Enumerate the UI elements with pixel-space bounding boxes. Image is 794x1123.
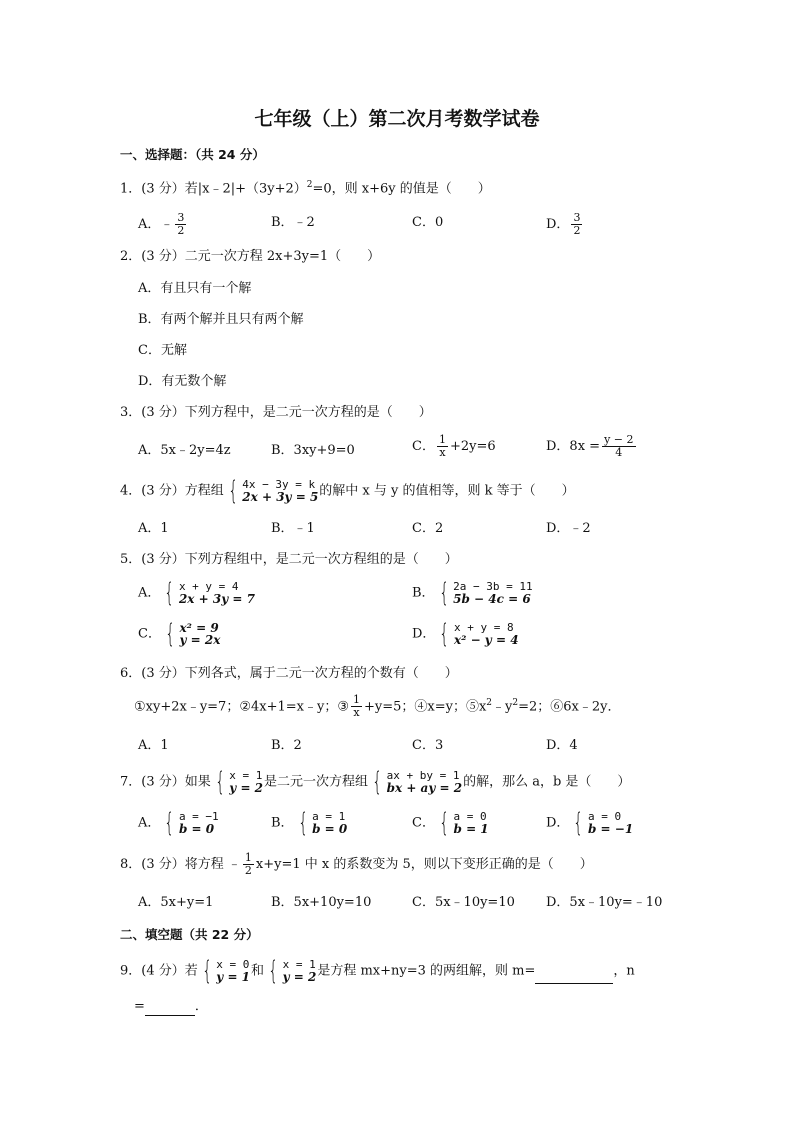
fraction: $\frac{1}{x}$ — [352, 693, 360, 720]
fraction: $\frac{3}{2}$ — [177, 211, 185, 237]
q8-option-b[interactable]: B．5x+10y=10 — [271, 895, 372, 910]
question-6-stem: 6．(3 分）下列各式，属于二元一次方程的个数有（ ） — [120, 666, 458, 681]
equation-system: { x + y = 4 2x + 3y = 7 — [164, 578, 255, 608]
q5-option-a[interactable]: A． { x + y = 4 2x + 3y = 7 — [138, 578, 255, 608]
fraction: $\frac{1}{2}$ — [244, 851, 252, 877]
question-2-stem: 2．(3 分）二元一次方程 2x+3y=1（ ） — [120, 249, 381, 264]
equation-system: { x = 0 y = 1 — [202, 956, 251, 986]
question-8-stem: 8．(3 分）将方程 ﹣ $\frac{1}{2}$ x+y=1 中 x 的系数变为 5，则以下变形正确的是（ ） — [120, 851, 593, 877]
question-9-stem: 9．(4 分）若 { x = 0 y = 1 和 { x = 1 y = 2 是方程 mx+ny=3 的两组解，则 m= ，n — [120, 956, 635, 986]
q2-option-c[interactable]: C．无解 — [138, 343, 187, 358]
question-1-stem: 1．(3 分）若$|x﹣2|+(3y+2)^2=0$，则 x+6y 的值是（ ） — [120, 180, 491, 197]
q3-option-c[interactable]: C． $\frac{1}{x}$ +2y=6 — [412, 433, 496, 459]
q8-option-a[interactable]: A．5x+y=1 — [138, 895, 214, 910]
equation-system: { x + y = 8 x² − y = 4 — [439, 619, 519, 649]
q1-option-a[interactable]: A．﹣ $\frac{3}{2}$ — [138, 211, 185, 237]
q2-option-a[interactable]: A．有且只有一个解 — [138, 281, 252, 296]
q6-option-b[interactable]: B．2 — [271, 738, 302, 753]
q3-option-a[interactable]: A．5x﹣2y=4z — [138, 443, 231, 458]
equation-system: { 2a − 3b = 11 5b − 4c = 6 — [438, 578, 533, 608]
q7-option-c[interactable]: C． { a = 0 b = 1 — [412, 808, 489, 838]
q1-option-d[interactable]: D． $\frac{3}{2}$ — [546, 211, 581, 237]
section-heading-fill: 二、填空题（共 22 分） — [120, 927, 259, 942]
fraction: $\frac{y - 2}{4}$ — [604, 433, 634, 459]
equation-system: { x = 1 y = 2 — [268, 956, 317, 986]
q4-option-a[interactable]: A．1 — [138, 521, 169, 536]
question-5-stem: 5．(3 分）下列方程组中，是二元一次方程组的是（ ） — [120, 552, 458, 567]
answer-blank-n[interactable] — [145, 1001, 195, 1016]
fraction: $\frac{3}{2}$ — [573, 211, 581, 237]
question-6-expressions: ①xy+2x﹣y=7；②4x+1=x﹣y；③ $\frac{1}{x}$ +y=5；④x=y；$⑤x^2﹣y^2=2$；⑥6x﹣2y． — [134, 693, 621, 720]
q4-option-d[interactable]: D．﹣2 — [546, 521, 591, 536]
page-title: 七年级（上）第二次月考数学试卷 — [254, 108, 540, 130]
section-heading-choice: 一、选择题：（共 24 分） — [120, 147, 265, 162]
q7-option-b[interactable]: B． { a = 1 b = 0 — [271, 808, 348, 838]
q5-option-c[interactable]: C． { x² = 9 y = 2x — [138, 619, 221, 649]
answer-blank-m[interactable] — [535, 969, 613, 984]
question-4-stem: 4．(3 分）方程组 { 4x − 3y = k 2x + 3y = 5 的解中 x 与 y 的值相等，则 k 等于（ ） — [120, 476, 575, 506]
q6-option-d[interactable]: D．4 — [546, 738, 578, 753]
equation-system: { x = 1 y = 2 — [215, 767, 264, 797]
equation-system: { a = 1 b = 0 — [297, 808, 348, 838]
q8-option-d[interactable]: D．5x﹣10y=﹣10 — [546, 895, 663, 910]
q7-option-d[interactable]: D． { a = 0 b = −1 — [546, 808, 634, 838]
q6-option-a[interactable]: A．1 — [138, 738, 169, 753]
q5-option-d[interactable]: D． { x + y = 8 x² − y = 4 — [412, 619, 519, 649]
question-7-stem: 7．(3 分）如果 { x = 1 y = 2 是二元一次方程组 { ax + by = 1 bx + ay = 2 的解，那么 a，b 是（ ） — [120, 767, 631, 797]
q7-option-a[interactable]: A． { a = −1 b = 0 — [138, 808, 219, 838]
fraction: $\frac{1}{x}$ — [438, 433, 446, 459]
equation-system: { x² = 9 y = 2x — [165, 619, 221, 649]
equation-system: { a = 0 b = 1 — [439, 808, 489, 838]
equation-system: { 4x − 3y = k 2x + 3y = 5 — [228, 476, 319, 506]
question-3-stem: 3．(3 分）下列方程中，是二元一次方程的是（ ） — [120, 405, 432, 420]
q1-option-c[interactable]: C．0 — [412, 215, 444, 230]
q3-option-d[interactable]: D．8x = $\frac{y - 2}{4}$ — [546, 433, 634, 459]
q1-option-b[interactable]: B．﹣2 — [271, 215, 315, 230]
equation-system: { a = 0 b = −1 — [573, 808, 634, 838]
equation-system: { ax + by = 1 bx + ay = 2 — [372, 767, 463, 797]
question-9-line2: = ． — [134, 999, 208, 1014]
equation-system: { a = −1 b = 0 — [164, 808, 219, 838]
q3-option-b[interactable]: B．3xy+9=0 — [271, 443, 355, 458]
q4-option-c[interactable]: C．2 — [412, 521, 444, 536]
q4-option-b[interactable]: B．﹣1 — [271, 521, 315, 536]
q8-option-c[interactable]: C．5x﹣10y=10 — [412, 895, 515, 910]
q2-option-d[interactable]: D．有无数个解 — [138, 374, 227, 389]
q5-option-b[interactable]: B． { 2a − 3b = 11 5b − 4c = 6 — [412, 578, 533, 608]
q6-option-c[interactable]: C．3 — [412, 738, 444, 753]
q2-option-b[interactable]: B．有两个解并且只有两个解 — [138, 312, 304, 327]
